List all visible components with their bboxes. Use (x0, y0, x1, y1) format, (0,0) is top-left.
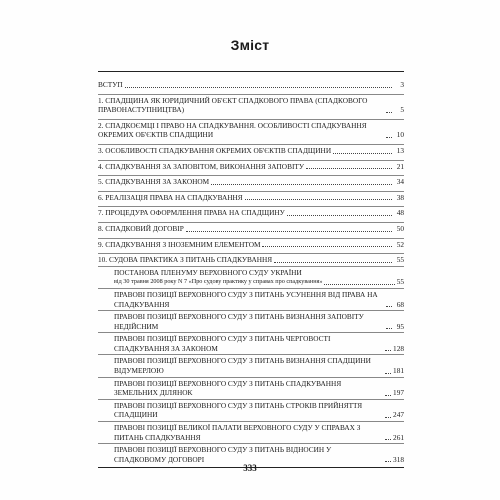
toc-entry-title: 10. СУДОВА ПРАКТИКА З ПИТАНЬ СПАДКУВАННЯ (98, 255, 273, 265)
separator (98, 206, 404, 207)
toc-entry[interactable] (98, 193, 404, 203)
dot-leader (385, 350, 391, 351)
dot-leader (262, 246, 392, 247)
toc-entry-title: 5. СПАДКУВАННЯ ЗА ЗАКОНОМ (98, 177, 210, 187)
toc-entry-page: 5 (400, 105, 404, 115)
toc-entry-page: 21 (396, 161, 404, 171)
toc-entry-title: 6. РЕАЛІЗАЦІЯ ПРАВА НА СПАДКУВАННЯ (98, 192, 243, 202)
dot-leader (386, 328, 392, 329)
dot-leader (385, 373, 391, 374)
toc-subentry[interactable] (98, 268, 404, 287)
toc-entry-page: 50 (396, 223, 404, 233)
toc-subentry[interactable] (98, 290, 404, 309)
toc-entry-page: 68 (396, 299, 404, 309)
dot-leader (333, 153, 392, 154)
toc-entry-page: 55 (396, 255, 404, 265)
toc-entry[interactable] (98, 162, 404, 172)
top-rule (98, 71, 404, 72)
toc-entry[interactable] (98, 255, 404, 265)
toc-entry[interactable] (98, 121, 404, 140)
dot-leader (306, 168, 392, 169)
toc-entry-title: 1. СПАДЩИНА ЯК ЮРИДИЧНИЙ ОБ'ЄКТ СПАДКОВОГО ПРАВА (СПАДКОВОГО ПРАВОНАСТУПНИЦТВА) (98, 95, 368, 115)
toc-entry-title: ПРАВОВІ ПОЗИЦІЇ ВЕРХОВНОГО СУДУ З ПИТАНЬ СТРОКІВ ПРИЙНЯТТЯ СПАДЩИНИ (114, 400, 363, 420)
separator (98, 253, 404, 254)
dot-leader (386, 137, 392, 138)
dot-leader (245, 199, 392, 200)
toc-entry[interactable] (98, 240, 404, 250)
toc-entry-page: 48 (396, 208, 404, 218)
separator (98, 266, 404, 267)
toc-entry-page: 197 (393, 388, 404, 398)
toc-entry[interactable] (98, 96, 404, 115)
toc-entry-title: 3. ОСОБЛИВОСТІ СПАДКУВАННЯ ОКРЕМИХ ОБ'ЄКТІВ СПАДЩИНИ (98, 145, 332, 155)
toc-entry-title: ВСТУП (98, 80, 123, 89)
dot-leader (386, 306, 392, 307)
toc-subentry-subtitle: від 30 травня 2008 року N 7 «Про судову практику у справах про спадкування» (114, 278, 323, 286)
page-number: 333 (243, 463, 257, 473)
separator (98, 94, 404, 95)
separator (98, 354, 404, 355)
toc-subentry[interactable] (98, 423, 404, 442)
dot-leader (274, 262, 392, 263)
toc-entry-title: ПРАВОВІ ПОЗИЦІЇ ВЕРХОВНОГО СУДУ З ПИТАНЬ УСУНЕННЯ ВІД ПРАВА НА СПАДКУВАННЯ (114, 289, 378, 309)
toc-entry-title: ПРАВОВІ ПОЗИЦІЇ ВЕРХОВНОГО СУДУ З ПИТАНЬ ЧЕРГОВОСТІ СПАДКУВАННЯ ЗА ЗАКОНОМ (114, 334, 331, 353)
toc-entry[interactable] (98, 80, 404, 90)
toc-entry-title: 7. ПРОЦЕДУРА ОФОРМЛЕННЯ ПРАВА НА СПАДЩИНУ (98, 208, 285, 218)
toc-entry-page: 13 (396, 145, 404, 155)
separator (98, 399, 404, 400)
toc-entry-title: ПРАВОВІ ПОЗИЦІЇ ВЕРХОВНОГО СУДУ З ПИТАНЬ ВИЗНАННЯ ЗАПОВІТУ НЕДІЙСНИМ (114, 312, 364, 331)
separator (98, 238, 404, 239)
toc-entry-page: 10 (396, 130, 404, 140)
toc-subentry[interactable] (98, 445, 404, 464)
toc-entry-page: 181 (393, 366, 404, 376)
toc-entry-title: ПРАВОВІ ПОЗИЦІЇ ВЕРХОВНОГО СУДУ З ПИТАНЬ ВИЗНАННЯ СПАДЩИНИ ВІДУМЕРЛОЮ (114, 356, 371, 376)
toc-entry-title: ПРАВОВІ ПОЗИЦІЇ ВЕЛИКОЇ ПАЛАТИ ВЕРХОВНОГО СУДУ У СПРАВАХ З ПИТАНЬ СПАДКУВАННЯ (114, 423, 361, 442)
dot-leader (287, 215, 392, 216)
dot-leader (324, 284, 394, 285)
separator (98, 119, 404, 120)
toc-subentry[interactable] (98, 312, 404, 331)
toc-entry-page: 3 (400, 80, 404, 89)
separator (98, 160, 404, 161)
separator (98, 310, 404, 311)
toc-entry-page: 52 (396, 239, 404, 249)
toc-subentry[interactable] (98, 356, 404, 375)
separator (98, 332, 404, 333)
dot-leader (385, 439, 391, 440)
toc-entry[interactable] (98, 146, 404, 156)
toc-subentry[interactable] (98, 379, 404, 398)
separator (98, 421, 404, 422)
separator (98, 288, 404, 289)
separator (98, 175, 404, 176)
separator (98, 191, 404, 192)
toc-entry-page: 247 (393, 410, 404, 420)
toc-subentry-title: ПОСТАНОВА ПЛЕНУМУ ВЕРХОВНОГО СУДУ УКРАЇНИ (114, 267, 302, 277)
toc-entry-page: 38 (396, 192, 404, 202)
toc-entry-page: 261 (393, 432, 404, 442)
dot-leader (125, 87, 392, 88)
separator (98, 377, 404, 378)
dot-leader (385, 417, 391, 418)
toc-entry-title: 2. СПАДКОЄМЦІ І ПРАВО НА СПАДКУВАННЯ. ОСОБЛИВОСТІ СПАДКУВАННЯ ОКРЕМИХ ОБ'ЄКТІВ СПАДЩИНИ (98, 120, 367, 140)
toc-entry[interactable] (98, 177, 404, 187)
page-title: Зміст (230, 37, 270, 53)
dot-leader (385, 395, 391, 396)
toc-entry-title: 9. СПАДКУВАННЯ З ІНОЗЕМНИМ ЕЛЕМЕНТОМ (98, 239, 261, 249)
separator (98, 222, 404, 223)
toc-entry[interactable] (98, 224, 404, 234)
toc-subentry[interactable] (98, 334, 404, 353)
toc-entry-page: 318 (393, 454, 404, 464)
toc-entry-page: 55 (396, 277, 404, 287)
toc-entry-title: 8. СПАДКОВИЙ ДОГОВІР (98, 223, 184, 233)
toc-entry-page: 128 (393, 343, 404, 353)
toc-entry-page: 34 (396, 177, 404, 187)
dot-leader (211, 184, 392, 185)
toc-entry-title: ПРАВОВІ ПОЗИЦІЇ ВЕРХОВНОГО СУДУ З ПИТАНЬ ВІДНОСИН У СПАДКОВОМУ ДОГОВОРІ (114, 445, 332, 464)
toc-entry-title: ПРАВОВІ ПОЗИЦІЇ ВЕРХОВНОГО СУДУ З ПИТАНЬ СПАДКУВАННЯ ЗЕМЕЛЬНИХ ДІЛЯНОК (114, 378, 342, 398)
dot-leader (386, 112, 392, 113)
separator (98, 443, 404, 444)
toc-entry-title: 4. СПАДКУВАННЯ ЗА ЗАПОВІТОМ, ВИКОНАННЯ ЗАПОВІТУ (98, 161, 304, 171)
separator (98, 144, 404, 145)
toc-entry[interactable] (98, 208, 404, 218)
toc-entry-page: 95 (396, 321, 404, 331)
table-of-contents (98, 71, 404, 468)
dot-leader (186, 231, 392, 232)
toc-subentry[interactable] (98, 401, 404, 420)
